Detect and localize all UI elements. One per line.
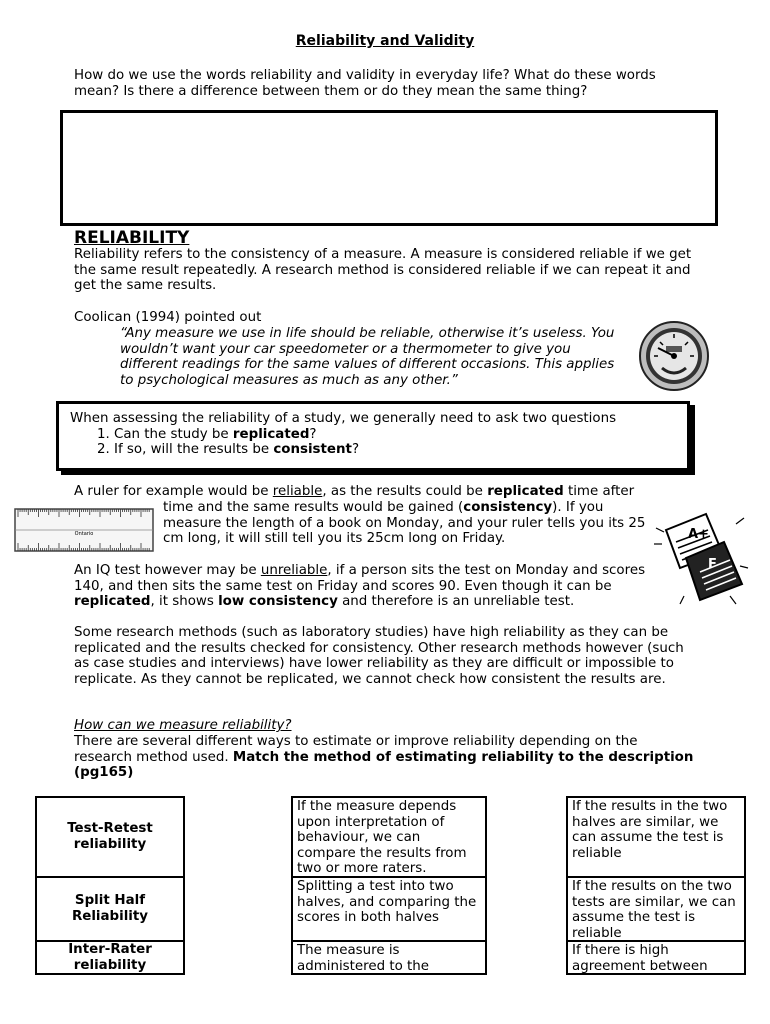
description-inter-rater[interactable]: If the measure depends upon interpretation of behaviour, we can compare the results from two or more raters. xyxy=(293,798,485,878)
questions-box xyxy=(56,401,690,471)
measure-heading: How can we measure reliability? xyxy=(74,718,292,733)
question-replicated: 1. Can the study be replicated? xyxy=(114,427,682,443)
method-split-half[interactable]: Split Half Reliability xyxy=(37,878,183,942)
iq-paragraph: An IQ test however may be unreliable, if a person sits the test on Monday and scores 140, and then sits the same test on Friday and scores 90. Even though it can be replicated, it shows low consistency and therefore is an unreliable test. xyxy=(74,563,646,610)
grade-papers-icon xyxy=(650,508,754,612)
reliability-definition: Reliability refers to the consistency of a measure. A measure is considered reliable if we get the same result repeatedly. A research method is considered reliable if we can repeat it and get the same results. xyxy=(74,247,692,294)
grade-f-label: F xyxy=(708,557,717,572)
methods-paragraph: Some research methods (such as laboratory studies) have high reliability as they can be replicated and the results checked for consistency. Other research methods however (such as case studies and interviews) have lower reliability as they are difficult or impossible to replicate. As they cannot be replicated, we cannot check how consistent the results are. xyxy=(74,625,684,687)
description-split-half[interactable]: Splitting a test into two halves, and comparing the scores in both halves xyxy=(293,878,485,942)
description-test-retest[interactable]: The measure is administered to the xyxy=(297,943,430,973)
question-consistent: 2. If so, will the results be consistent? xyxy=(114,442,682,458)
page-title: Reliability and Validity xyxy=(295,33,475,49)
intro-question: How do we use the words reliability and validity in everyday life? What do these words mean? Is there a difference between them or do they mean the same thing? xyxy=(74,68,656,99)
outcome-split-half[interactable]: If the results in the two halves are similar, we can assume the test is reliable xyxy=(568,798,744,878)
coolican-quote: “Any measure we use in life should be reliable, otherwise it’s useless. You wouldn’t want your car speedometer or a thermometer to give you different readings for the same values of different occasions. This applies to psychological measures as much as any other.” xyxy=(120,326,615,388)
methods-column xyxy=(35,796,185,975)
method-test-retest[interactable]: Test-Retest reliability xyxy=(37,798,183,878)
outcomes-column xyxy=(566,796,746,975)
answer-box[interactable] xyxy=(60,110,718,226)
citation: Coolican (1994) pointed out xyxy=(74,310,262,325)
descriptions-column xyxy=(291,796,487,975)
speedometer-icon xyxy=(638,320,710,392)
reliability-heading: RELIABILITY xyxy=(74,228,190,248)
measure-paragraph: There are several different ways to estimate or improve reliability depending on the research method used. Match the method of estimating reliability to the description (pg165) xyxy=(74,734,694,781)
method-inter-rater[interactable]: Inter-Rater reliability xyxy=(68,942,152,973)
ruler-para-rest: time and the same results would be gained (consistency). If you measure the length of a book on Monday, and your ruler tells you its 25 cm long, it will still tell you its 25cm long on Friday. xyxy=(163,500,646,547)
outcome-inter-rater[interactable]: If there is high agreement between xyxy=(572,943,708,973)
ruler-icon xyxy=(14,507,154,553)
outcome-test-retest[interactable]: If the results on the two tests are similar, we can assume the test is reliable xyxy=(568,878,744,942)
questions-lead: When assessing the reliability of a study, we generally need to ask two questions xyxy=(70,411,617,426)
ruler-label: Ontario xyxy=(74,531,94,537)
ruler-para-line1: A ruler for example would be reliable, as the results could be replicated time after xyxy=(74,484,635,499)
grade-a-label: A+ xyxy=(688,527,709,542)
